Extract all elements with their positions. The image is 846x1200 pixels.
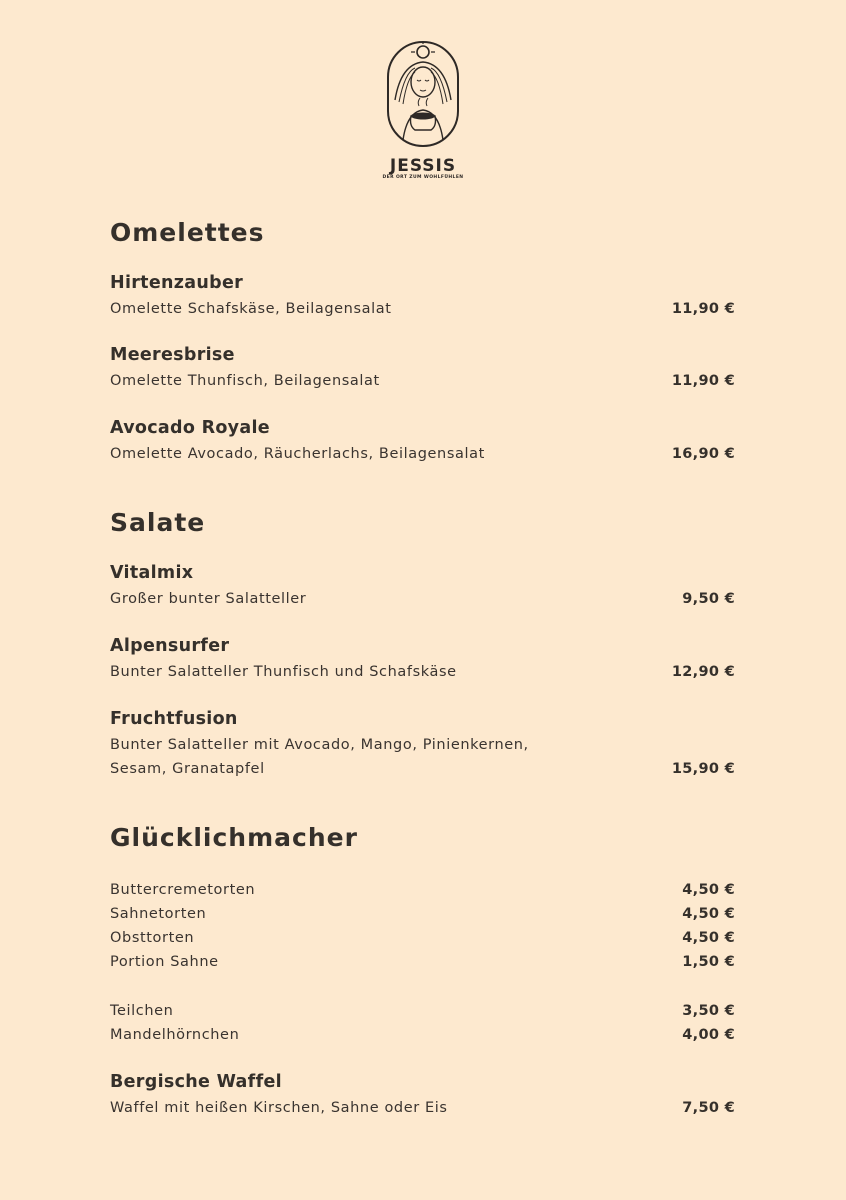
item-name: Hirtenzauber <box>110 273 244 293</box>
list-item-label: Obsttorten <box>110 930 195 946</box>
brand-tagline: DER ORT ZUM WOHLFÜHLEN <box>382 175 464 180</box>
item-price: 12,90 € <box>671 664 735 680</box>
item-price: 16,90 € <box>671 446 735 462</box>
item-description: Omelette Avocado, Räucherlachs, Beilagensalat <box>110 446 485 462</box>
section-title-gluecklichmacher: Glücklichmacher <box>110 823 358 852</box>
item-description: Omelette Schafskäse, Beilagensalat <box>110 301 392 317</box>
item-description: Bunter Salatteller mit Avocado, Mango, Pinienkernen, <box>110 737 529 753</box>
list-item-price: 1,50 € <box>682 954 735 970</box>
item-description: Großer bunter Salatteller <box>110 591 307 607</box>
item-name: Avocado Royale <box>110 418 270 438</box>
list-item-label: Teilchen <box>110 1003 174 1019</box>
logo-emblem-icon <box>385 40 461 150</box>
item-name: Meeresbrise <box>110 345 235 365</box>
list-item-label: Portion Sahne <box>110 954 219 970</box>
item-price: 11,90 € <box>671 301 735 317</box>
list-item-label: Buttercremetorten <box>110 882 256 898</box>
item-price: 15,90 € <box>671 761 735 777</box>
item-name: Fruchtfusion <box>110 709 238 729</box>
list-item-price: 4,50 € <box>682 930 735 946</box>
item-description: Waffel mit heißen Kirschen, Sahne oder Eis <box>110 1100 448 1116</box>
item-name: Bergische Waffel <box>110 1072 282 1092</box>
list-item-price: 4,50 € <box>682 882 735 898</box>
item-price: 7,50 € <box>682 1100 735 1116</box>
item-price: 11,90 € <box>671 373 735 389</box>
list-item-label: Sahnetorten <box>110 906 207 922</box>
section-title-omelettes: Omelettes <box>110 218 265 247</box>
item-description-continued: Sesam, Granatapfel <box>110 761 265 777</box>
list-item-price: 3,50 € <box>682 1003 735 1019</box>
item-name: Alpensurfer <box>110 636 230 656</box>
item-price: 9,50 € <box>682 591 735 607</box>
item-description: Bunter Salatteller Thunfisch und Schafskäse <box>110 664 457 680</box>
brand-name: JESSIS <box>389 156 457 176</box>
list-item-price: 4,00 € <box>682 1027 735 1043</box>
item-description: Omelette Thunfisch, Beilagensalat <box>110 373 380 389</box>
list-item-label: Mandelhörnchen <box>110 1027 240 1043</box>
item-name: Vitalmix <box>110 563 194 583</box>
list-item-price: 4,50 € <box>682 906 735 922</box>
section-title-salate: Salate <box>110 508 206 537</box>
